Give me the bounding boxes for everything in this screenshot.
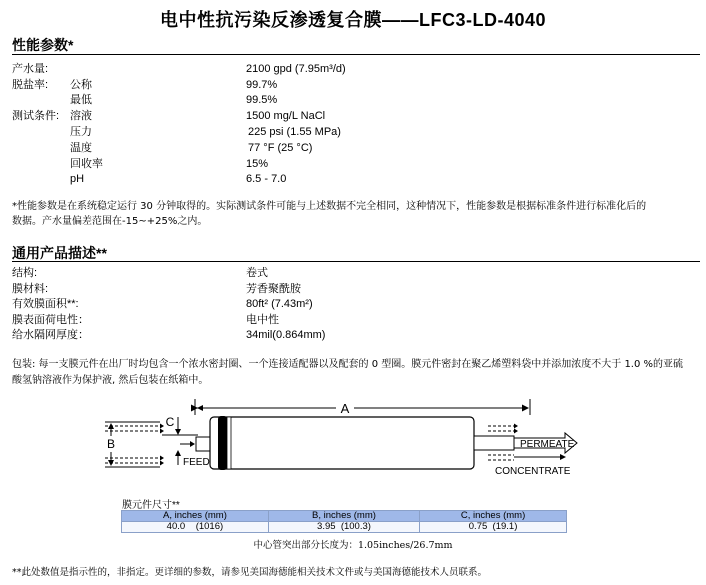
perf-value: 1500 mg/L NaCl xyxy=(246,110,326,122)
perf-sublabel: 溶液 xyxy=(70,110,92,122)
perf-value: 99.7% xyxy=(246,79,278,91)
desc-label: 给水隔网厚度： xyxy=(12,329,89,341)
perf-label: 产水量: xyxy=(12,63,49,75)
page-title: 电中性抗污染反渗透复合膜——LFC3-LD-4040 xyxy=(159,10,547,30)
desc-value: 80ft² (7.43m²) xyxy=(246,298,313,310)
header-c: C, inches (mm) xyxy=(420,511,567,522)
concentrate-label: CONCENTRATE xyxy=(495,466,571,477)
header-a: A, inches (mm) xyxy=(122,511,269,522)
packaging-line-1: 包装: 每一支膜元件在出厂时均包含一个浓水密封圈、一个连接适配器以及配套的 0 型圈。膜元件密封在聚乙烯塑料袋中并添加浓度不大于 1.0 %的亚硫 xyxy=(12,359,684,370)
performance-note-line-2: 数据。产水量偏差范围在-15~+25%之内。 xyxy=(12,216,208,227)
perf-sublabel: 温度 xyxy=(70,142,92,154)
perf-label: 测试条件: xyxy=(12,110,60,122)
feed-label: FEED xyxy=(183,457,210,468)
label-a: A xyxy=(340,401,350,416)
header-b: B, inches (mm) xyxy=(268,511,419,522)
concentrate-arrow xyxy=(560,454,566,460)
dimensions-caption: 膜元件尺寸** xyxy=(122,500,180,511)
membrane-body xyxy=(210,417,474,469)
dimensions-table xyxy=(121,510,567,533)
feed-flow-arrowheads xyxy=(160,424,164,466)
desc-value: 卷式 xyxy=(246,267,268,279)
description-heading: 通用产品描述** xyxy=(12,245,107,261)
packaging-line-2: 酸氢钠溶液作为保护液, 然后包装在纸箱中。 xyxy=(12,375,209,386)
label-c: C xyxy=(165,415,175,429)
perf-sublabel: 压力 xyxy=(70,126,92,138)
desc-value: 芳香聚酰胺 xyxy=(246,283,301,295)
desc-value: 电中性 xyxy=(246,314,279,326)
value-b: 3.95 (100.3) xyxy=(268,522,419,533)
perf-sublabel: 回收率 xyxy=(70,158,103,170)
perf-value: 99.5% xyxy=(246,94,278,106)
perf-value: 77 °F (25 °C) xyxy=(248,142,313,154)
perf-value: 15% xyxy=(246,158,269,170)
perf-value: 225 psi (1.55 MPa) xyxy=(248,126,341,138)
dimensions-header-row xyxy=(122,511,567,522)
dimensions-value-row xyxy=(122,522,567,533)
description-rule xyxy=(12,261,700,262)
perf-value: 2100 gpd (7.95m³/d) xyxy=(246,63,346,75)
performance-heading: 性能参数* xyxy=(12,37,74,53)
desc-label: 结构: xyxy=(12,267,38,279)
performance-note-line-1: *性能参数是在系统稳定运行 30 分钟取得的。实际测试条件可能与上述数据不完全相同，这种情况下，性能参数是根据标准条件进行标准化后的 xyxy=(12,201,647,212)
perf-sublabel: 公称 xyxy=(70,79,92,91)
dimension-b xyxy=(105,422,160,467)
desc-value: 34mil(0.864mm) xyxy=(246,329,326,341)
tube-protrusion-note: 中心管突出部分长度为：1.05inches/26.7mm xyxy=(253,540,453,551)
dimension-a xyxy=(195,399,530,416)
permeate-label: PERMEATE xyxy=(520,439,575,450)
desc-label: 膜材料: xyxy=(12,283,49,295)
desc-label: 有效膜面积**: xyxy=(12,298,79,310)
perf-value: 6.5 - 7.0 xyxy=(246,173,287,185)
perf-sublabel: 最低 xyxy=(70,94,92,106)
permeate-tube xyxy=(474,436,514,450)
membrane-element-diagram xyxy=(100,395,600,493)
perf-sublabel: pH xyxy=(70,173,85,185)
value-a: 40.0 (1016) xyxy=(122,522,269,533)
label-b: B xyxy=(106,437,116,451)
feed-tube xyxy=(196,437,210,451)
footnote: **此处数值是指示性的，非指定。更详细的参数，请参见美国海德能相关技术文件或与美国海德能技术人员联系。 xyxy=(12,567,488,578)
value-c: 0.75 (19.1) xyxy=(420,522,567,533)
performance-rule xyxy=(12,54,700,55)
desc-label: 膜表面荷电性： xyxy=(12,314,89,326)
brine-seal xyxy=(218,416,227,470)
perf-label: 脱盐率: xyxy=(12,79,49,91)
